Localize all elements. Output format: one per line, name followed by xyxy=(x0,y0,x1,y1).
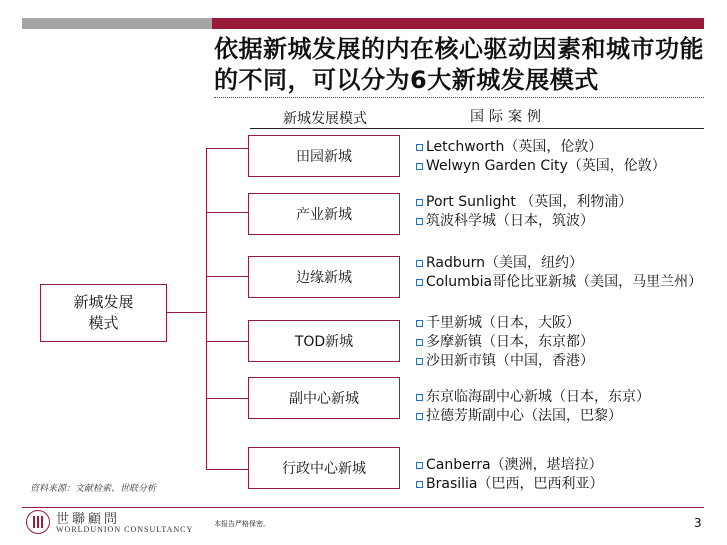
case-text: 千里新城（日本，大阪） xyxy=(426,315,580,331)
column-header-cases: 国际案例 xyxy=(470,109,546,125)
list-item xyxy=(416,456,603,475)
cases-garden xyxy=(416,138,666,176)
root-node-line1: 新城发展 xyxy=(73,293,134,311)
case-text: 筑波科学城（日本，筑波） xyxy=(426,213,594,229)
case-text: Letchworth（英国，伦敦） xyxy=(426,139,603,155)
square-bullet-icon xyxy=(416,358,423,365)
worldunion-logo-icon xyxy=(26,510,50,534)
header-underline-cases xyxy=(398,128,704,129)
model-node-industry: 产业新城 xyxy=(248,193,400,235)
cases-subcenter xyxy=(416,388,650,426)
connector-branch-3 xyxy=(206,276,248,277)
list-item xyxy=(416,254,702,273)
square-bullet-icon xyxy=(416,339,423,346)
root-node-line2: 模式 xyxy=(88,314,119,332)
square-bullet-icon xyxy=(416,481,423,488)
cases-edge xyxy=(416,254,702,292)
list-item xyxy=(416,157,666,176)
logo-chinese-name: 世聯顧問 xyxy=(56,512,121,527)
square-bullet-icon xyxy=(416,394,423,401)
page-number: 3 xyxy=(694,516,702,530)
cases-tod xyxy=(416,314,594,371)
list-item xyxy=(416,475,603,494)
list-item xyxy=(416,407,650,426)
model-node-tod: TOD新城 xyxy=(248,320,400,362)
list-item xyxy=(416,193,632,212)
model-node-edge: 边缘新城 xyxy=(248,256,400,298)
connector-trunk-vertical xyxy=(206,148,207,470)
square-bullet-icon xyxy=(416,144,423,151)
square-bullet-icon xyxy=(416,163,423,170)
square-bullet-icon xyxy=(416,413,423,420)
model-node-admin: 行政中心新城 xyxy=(248,447,400,489)
square-bullet-icon xyxy=(416,320,423,327)
column-header-model: 新城发展模式 xyxy=(283,111,367,127)
square-bullet-icon xyxy=(416,199,423,206)
case-text: 多摩新镇（日本，东京都） xyxy=(426,334,594,350)
list-item xyxy=(416,138,666,157)
page-title: 依据新城发展的内在核心驱动因素和城市功能的不同，可以分为6大新城发展模式 xyxy=(214,35,704,94)
connector-branch-6 xyxy=(206,469,248,470)
list-item xyxy=(416,212,632,231)
model-node-subcenter: 副中心新城 xyxy=(248,377,400,419)
case-text: Port Sunlight （英国，利物浦） xyxy=(426,194,633,210)
footer-divider xyxy=(22,507,704,508)
list-item xyxy=(416,333,594,352)
header-underline-model xyxy=(250,128,402,129)
list-item xyxy=(416,352,594,371)
source-note: 资料来源：文献检索、世联分析 xyxy=(30,484,157,494)
root-node-box xyxy=(40,284,167,342)
connector-branch-2 xyxy=(206,212,248,213)
connector-branch-1 xyxy=(206,148,248,149)
connector-branch-5 xyxy=(206,398,248,399)
case-text: Radburn（美国，纽约） xyxy=(426,255,584,271)
case-text: 东京临海副中心新城（日本，东京） xyxy=(426,389,650,405)
connector-branch-4 xyxy=(206,341,248,342)
square-bullet-icon xyxy=(416,260,423,267)
case-text: Brasilia（巴西，巴西利亚） xyxy=(426,476,604,492)
connector-root-horizontal xyxy=(167,312,206,313)
confidential-notice: 本报告严格保密。 xyxy=(214,520,270,528)
case-text: Columbia哥伦比亚新城（美国，马里兰州） xyxy=(426,274,703,290)
list-item xyxy=(416,273,702,292)
logo-english-name: WORLDUNION CONSULTANCY xyxy=(56,525,194,534)
cases-industry xyxy=(416,193,632,231)
case-text: Welwyn Garden City（英国，伦敦） xyxy=(426,158,666,174)
case-text: 沙田新市镇（中国，香港） xyxy=(426,353,594,369)
square-bullet-icon xyxy=(416,462,423,469)
header-gray-bar xyxy=(22,18,212,29)
case-text: Canberra（澳洲，堪培拉） xyxy=(426,457,603,473)
list-item xyxy=(416,314,594,333)
header-red-bar xyxy=(212,18,704,29)
title-divider xyxy=(214,97,704,98)
square-bullet-icon xyxy=(416,279,423,286)
cases-admin xyxy=(416,456,603,494)
case-text: 拉德芳斯副中心（法国，巴黎） xyxy=(426,408,622,424)
model-node-garden: 田园新城 xyxy=(248,135,400,177)
list-item xyxy=(416,388,650,407)
square-bullet-icon xyxy=(416,218,423,225)
